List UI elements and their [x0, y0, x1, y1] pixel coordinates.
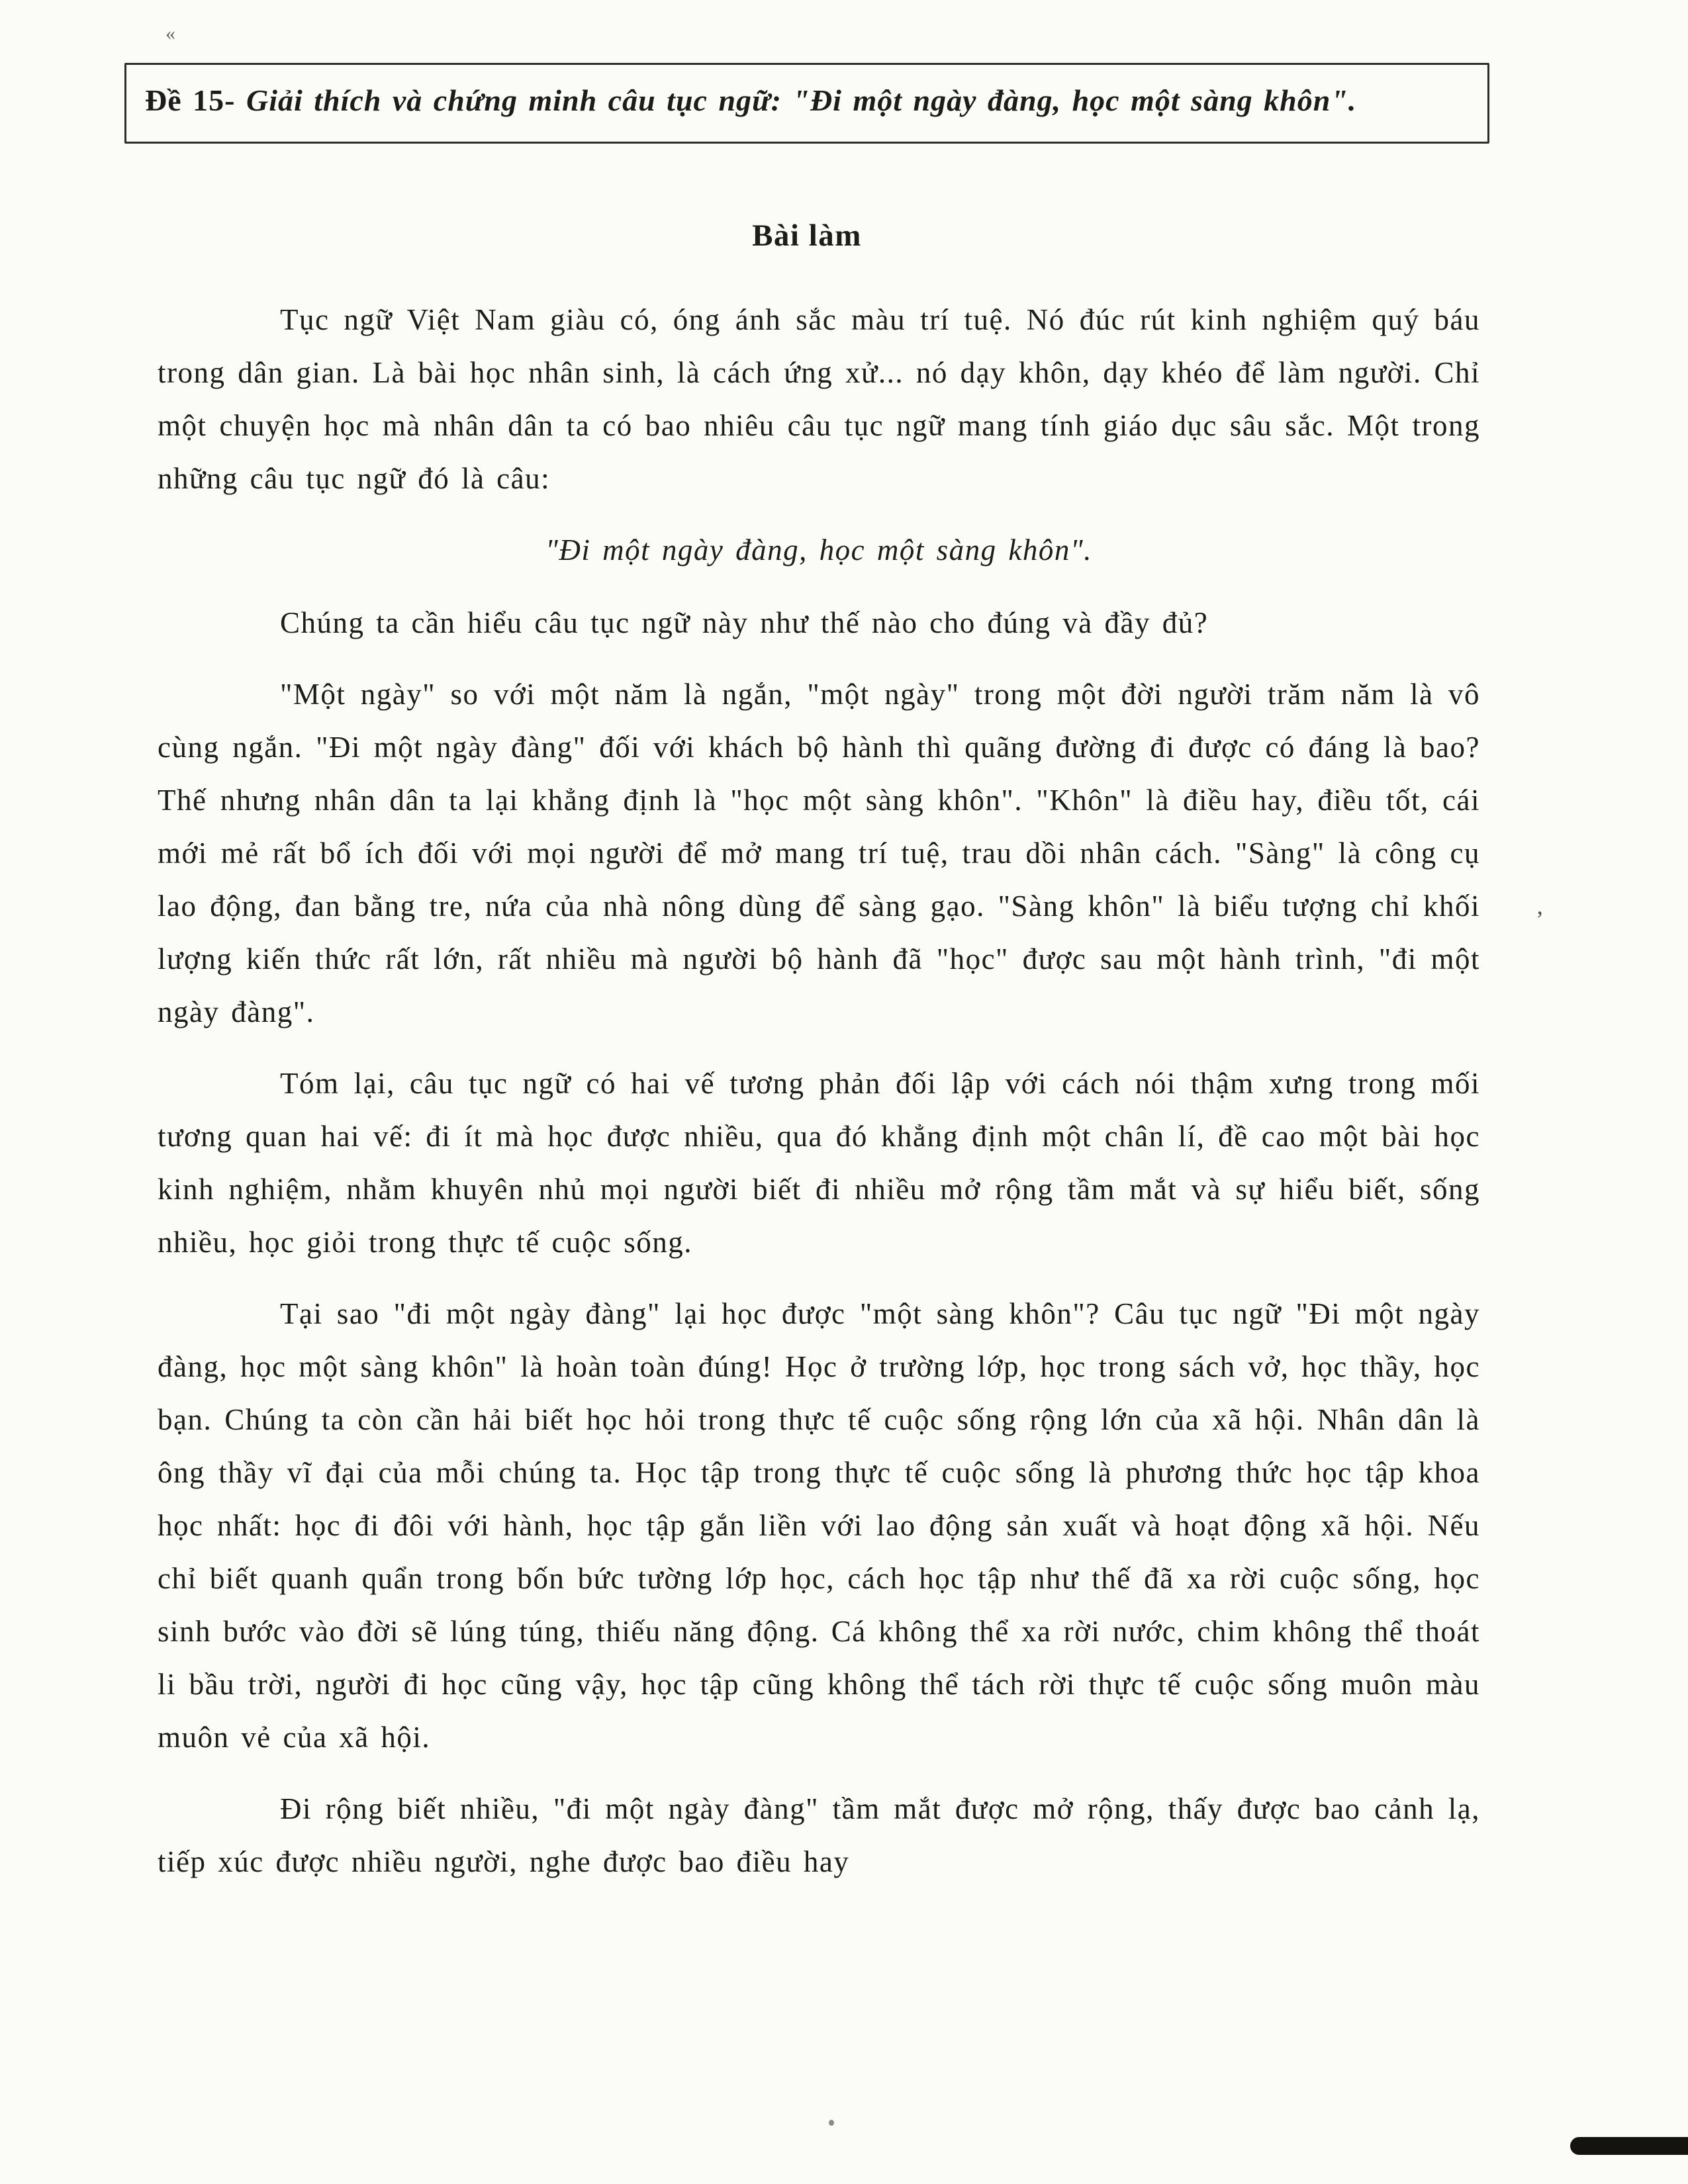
paragraph-summary: Tóm lại, câu tục ngữ có hai vế tương phản đối lập với cách nói thậm xưng trong mối tương quan hai vế: đi ít mà học được nhiều, qua đó khẳng định một chân lí, đề cao một bài học kinh nghiệm, nhằm khuyên nhủ mọi người biết đi nhiều mở rộng tầm mắt và sự hiểu biết, sống nhiều, học giỏi trong thực tế cuộc sống. [158, 1067, 1480, 1259]
scan-speck-top-left: « [165, 23, 175, 44]
scan-speck-bottom [829, 2120, 834, 2126]
essay-heading: Bài làm [752, 218, 862, 253]
exercise-title-text: Giải thích và chứng minh câu tục ngữ: "Đi một ngày đàng, học một sàng khôn". [235, 83, 1357, 117]
paragraph-explanation: "Một ngày" so với một năm là ngắn, "một ngày" trong một đời người trăm năm là vô cùng ngắn. "Đi một ngày đàng" đối với khách bộ hành thì quãng đường đi được có đáng là bao? Thế nhưng nhân dân ta lại khẳng định là "học một sàng khôn". "Khôn" là điều hay, điều tốt, cái mới mẻ rất bổ ích đối với mọi người để mở mang trí tuệ, trau dồi nhân cách. "Sàng" là công cụ lao động, đan bằng tre, nứa của nhà nông dùng để sàng gạo. "Sàng khôn" là biểu tượng chỉ khối lượng kiến thức rất lớn, rất nhiều mà người bộ hành đã "học" được sau một hành trình, "đi một ngày đàng". [158, 678, 1480, 1028]
paragraph-question: Chúng ta cần hiểu câu tục ngữ này như thế nào cho đúng và đầy đủ? [280, 606, 1209, 639]
paragraph-closing: Đi rộng biết nhiều, "đi một ngày đàng" tầm mắt được mở rộng, thấy được bao cảnh lạ, tiếp xúc được nhiều người, nghe được bao điều hay [158, 1792, 1480, 1878]
scan-speck-right: ’ [1536, 906, 1544, 933]
paragraph-argument: Tại sao "đi một ngày đàng" lại học được "một sàng khôn"? Câu tục ngữ "Đi một ngày đàng, học một sàng khôn" là hoàn toàn đúng! Học ở trường lớp, học trong sách vở, học thầy, học bạn. Chúng ta còn cần hải biết học hỏi trong thực tế cuộc sống rộng lớn của xã hội. Nhân dân là ông thầy vĩ đại của mỗi chúng ta. Học tập trong thực tế cuộc sống là phương thức học tập khoa học nhất: học đi đôi với hành, học tập gắn liền với lao động sản xuất và hoạt động xã hội. Nếu chỉ biết quanh quẩn trong bốn bức tường lớp học, cách học tập như thế đã xa rời cuộc sống, học sinh bước vào đời sẽ lúng túng, thiếu năng động. Cá không thể xa rời nước, chim không thể thoát li bầu trời, người đi học cũng vậy, học tập cũng không thể tách rời thực tế cuộc sống muôn màu muôn vẻ của xã hội. [158, 1297, 1480, 1754]
exercise-title-box [124, 63, 1489, 144]
essay-body [158, 293, 1480, 1888]
paragraph-intro: Tục ngữ Việt Nam giàu có, óng ánh sắc màu trí tuệ. Nó đúc rút kinh nghiệm quý báu trong dân gian. Là bài học nhân sinh, là cách ứng xử... nó dạy khôn, dạy khéo để làm người. Chỉ một chuyện học mà nhân dân ta có bao nhiêu câu tục ngữ mang tính giáo dục sâu sắc. Một trong những câu tục ngữ đó là câu: [158, 303, 1480, 495]
proverb-quote: "Đi một ngày đàng, học một sàng khôn". [545, 533, 1092, 567]
exercise-number-label: Đề 15- [145, 83, 236, 117]
scan-artifact-bar [1570, 2137, 1688, 2155]
